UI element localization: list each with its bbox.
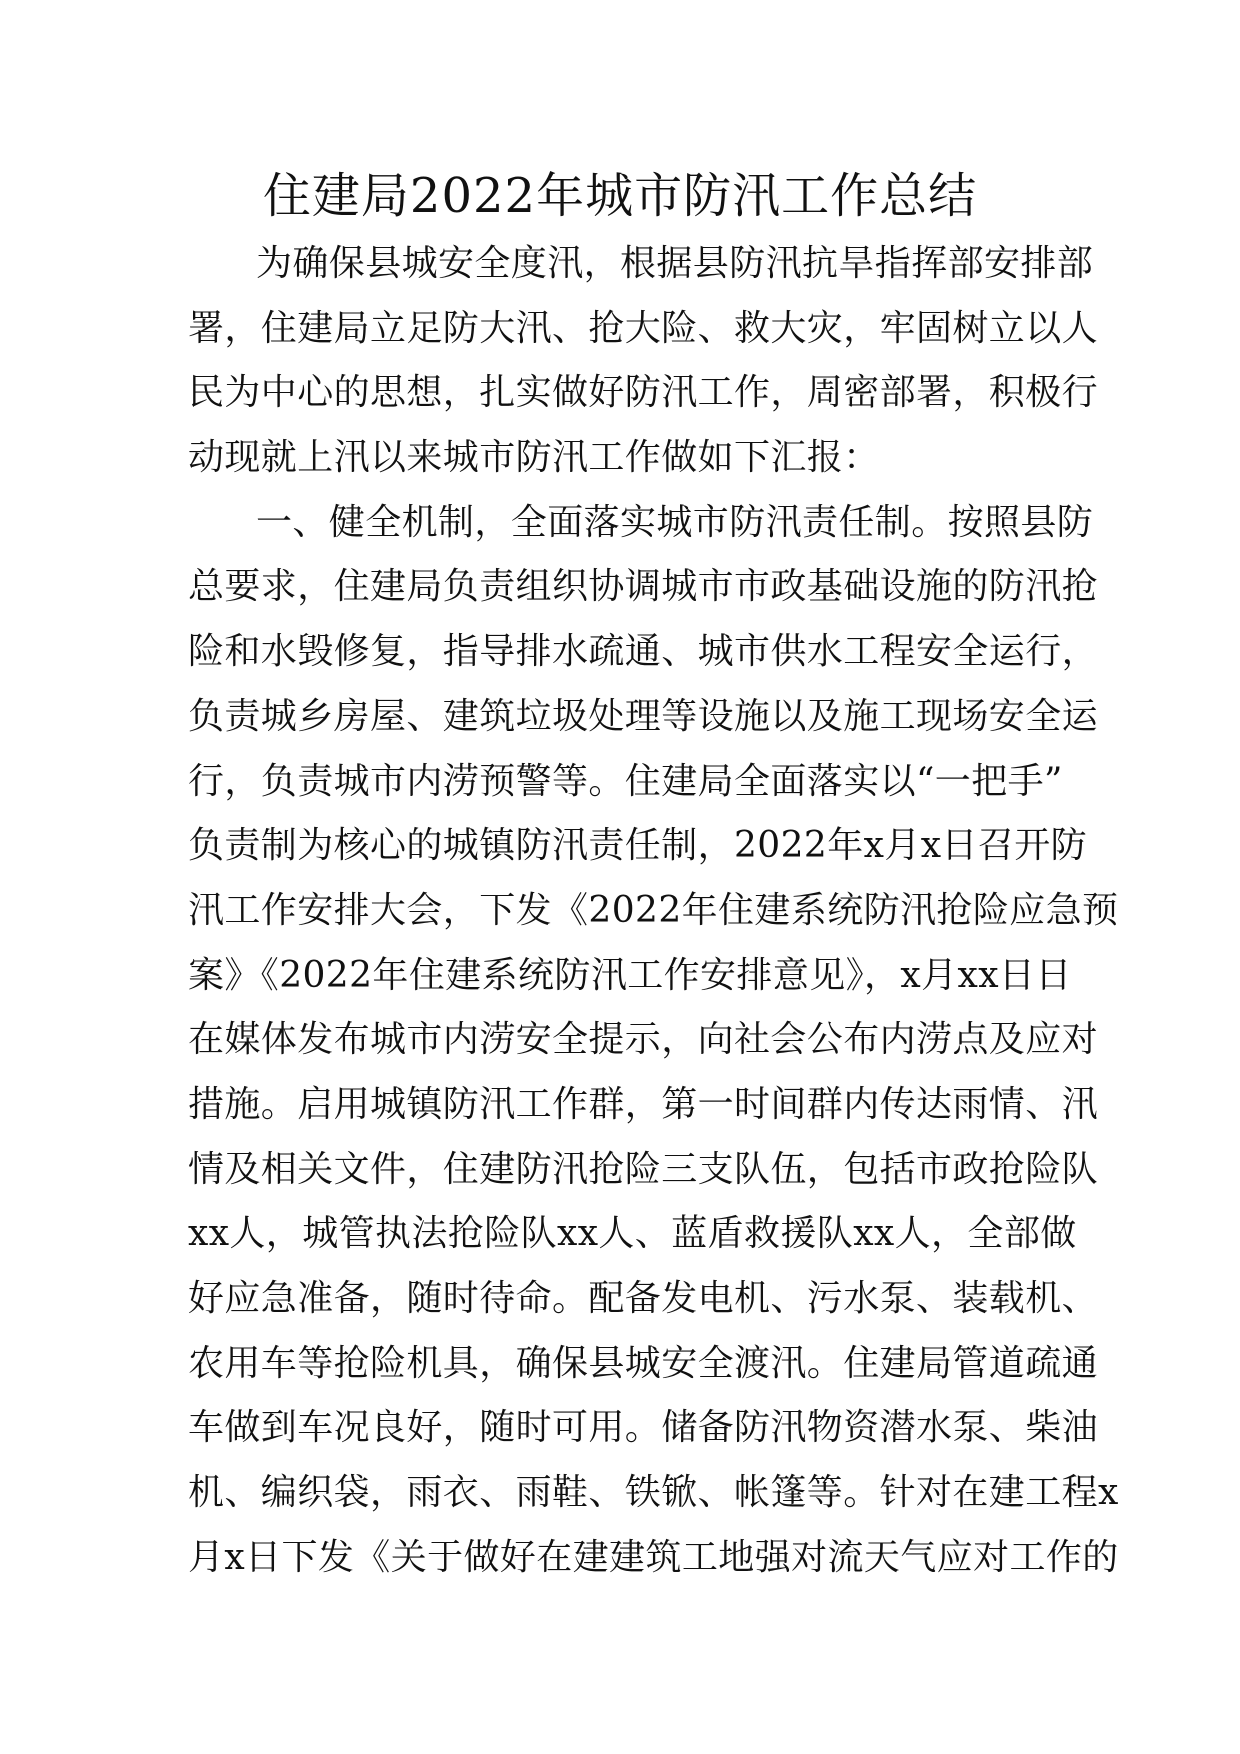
text-line: 好应急准备，随时待命。配备发电机、污水泵、装载机、 <box>188 1278 1099 1319</box>
text-line: 在媒体发布城市内涝安全提示，向社会公布内涝点及应对 <box>188 1019 1099 1061</box>
text-line: 机、编织袋，雨衣、雨鞋、铁锨、帐篷等。针对在建工程x <box>188 1472 1119 1514</box>
paragraph-section-one <box>188 491 1119 1591</box>
text-line: 总要求，住建局负责组织协调城市市政基础设施的防汛抢 <box>188 566 1099 608</box>
text-line: 行，负责城市内涝预警等。住建局全面落实以“一把手” <box>188 760 1063 802</box>
document-title: 住建局2022年城市防汛工作总结 <box>262 168 978 224</box>
text-line: 案》《2022年住建系统防汛工作安排意见》，x月xx日日 <box>188 954 1072 996</box>
text-line: 一、健全机制，全面落实城市防汛责任制。按照县防 <box>256 501 1094 543</box>
text-line: 动现就上汛以来城市防汛工作做如下汇报： <box>188 437 880 479</box>
text-line: 署，住建局立足防大汛、抢大险、救大灾，牢固树立以人 <box>188 307 1099 349</box>
text-line: 为确保县城安全度汛，根据县防汛抗旱指挥部安排部 <box>256 243 1094 284</box>
text-line: 险和水毁修复，指导排水疏通、城市供水工程安全运行， <box>188 631 1099 673</box>
text-line: xx人，城管执法抢险队xx人、蓝盾救援队xx人，全部做 <box>188 1213 1077 1255</box>
text-line: 负责城乡房屋、建筑垃圾处理等设施以及施工现场安全运 <box>188 695 1099 737</box>
text-line: 负责制为核心的城镇防汛责任制，2022年x月x日召开防 <box>188 825 1088 867</box>
text-line: 月x日下发《关于做好在建建筑工地强对流天气应对工作的 <box>188 1536 1119 1578</box>
text-line: 车做到车况良好，随时可用。储备防汛物资潜水泵、柴油 <box>188 1407 1099 1449</box>
text-line: 民为中心的思想，扎实做好防汛工作，周密部署，积极行 <box>188 372 1099 414</box>
paragraph-intro <box>188 232 1099 491</box>
text-line: 情及相关文件，住建防汛抢险三支队伍，包括市政抢险队 <box>188 1148 1099 1190</box>
document-body <box>188 232 1119 1590</box>
text-line: 农用车等抢险机具，确保县城安全渡汛。住建局管道疏通 <box>188 1342 1099 1384</box>
text-line: 措施。启用城镇防汛工作群，第一时间群内传达雨情、汛 <box>188 1083 1099 1125</box>
text-line: 汛工作安排大会，下发《2022年住建系统防汛抢险应急预 <box>188 889 1119 931</box>
